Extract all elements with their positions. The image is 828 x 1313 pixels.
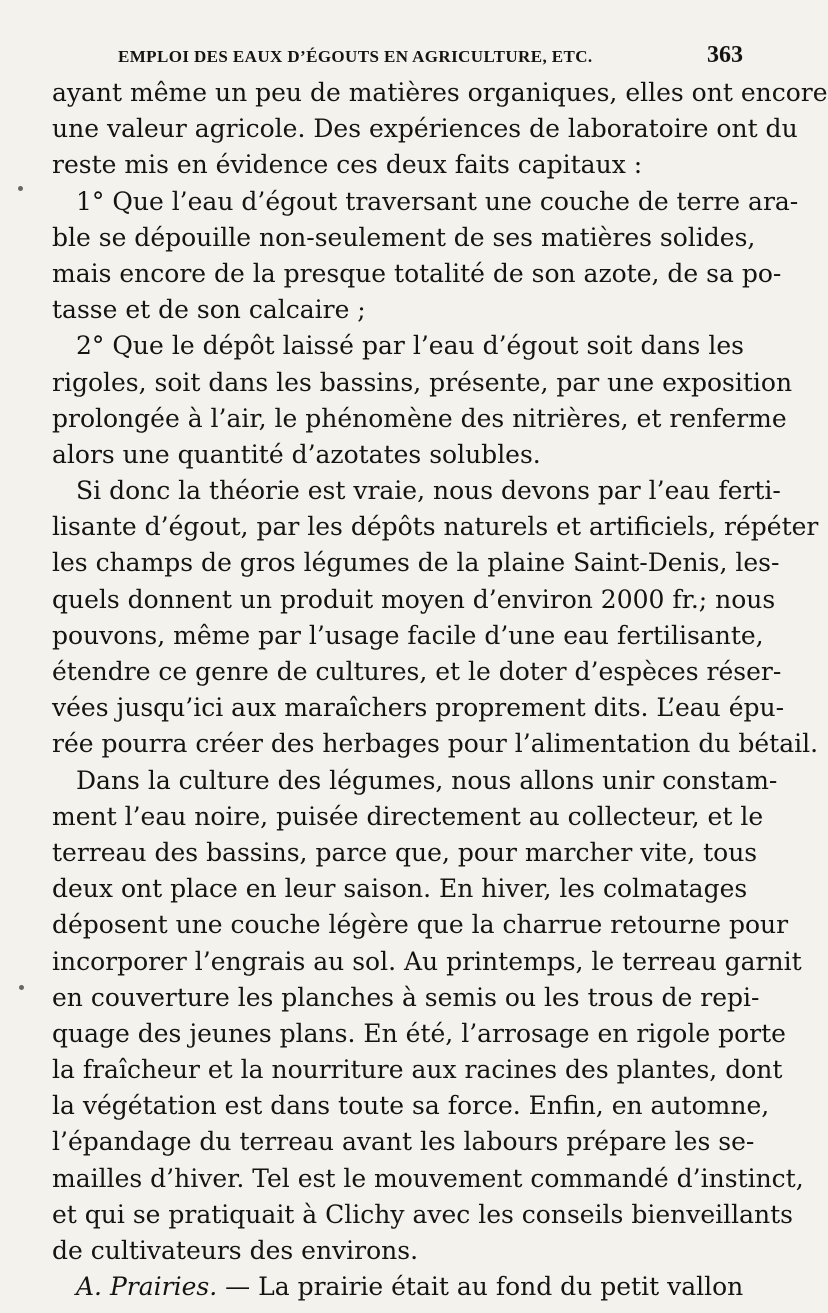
text-line: prolongée à l’air, le phénomène des nitrières, et renferme bbox=[52, 403, 787, 433]
text-line: la fraîcheur et la nourriture aux racines des plantes, dont bbox=[52, 1055, 783, 1085]
text-line: quage des jeunes plans. En été, l’arrosage en rigole porte bbox=[52, 1018, 786, 1048]
section-line bbox=[52, 1269, 744, 1305]
text-line: pouvons, même par l’usage facile d’une eau fertilisante, bbox=[52, 620, 764, 650]
text-line: la végétation est dans toute sa force. Enfin, en automne, bbox=[52, 1091, 770, 1121]
text-line: déposent une couche légère que la charrue retourne pour bbox=[52, 910, 789, 940]
body-text bbox=[52, 75, 828, 1305]
text-line: lisante d’égout, par les dépôts naturels et artificiels, répéter bbox=[52, 512, 819, 542]
text-line: mailles d’hiver. Tel est le mouvement commandé d’instinct, bbox=[52, 1163, 804, 1193]
text-line: ment l’eau noire, puisée directement au collecteur, et le bbox=[52, 801, 764, 831]
page-number: 363 bbox=[707, 42, 743, 68]
page-header bbox=[118, 42, 743, 70]
text-line: mais encore de la presque totalité de son azote, de sa po- bbox=[52, 258, 782, 288]
text-line: incorporer l’engrais au sol. Au printemps, le terreau garnit bbox=[52, 946, 802, 976]
text-line: tasse et de son calcaire ; bbox=[52, 295, 366, 325]
text-line: Si donc la théorie est vraie, nous devons par l’eau ferti- bbox=[76, 476, 781, 506]
text-line: rée pourra créer des herbages pour l’alimentation du bétail. bbox=[52, 729, 819, 759]
text-line: et qui se pratiquait à Clichy avec les conseils bienveillants bbox=[52, 1199, 794, 1229]
section-text: La prairie était au fond du petit vallon bbox=[258, 1272, 744, 1302]
text-line: en couverture les planches à semis ou les trous de repi- bbox=[52, 982, 760, 1012]
text-line: rigoles, soit dans les bassins, présente, par une exposition bbox=[52, 367, 793, 397]
text-line: ble se dépouille non-seulement de ses matières solides, bbox=[52, 222, 756, 252]
text-line: alors une quantité d’azotates solubles. bbox=[52, 439, 541, 469]
text-line: reste mis en évidence ces deux faits capitaux : bbox=[52, 150, 643, 180]
text-line: étendre ce genre de cultures, et le doter d’espèces réser- bbox=[52, 657, 782, 686]
text-line: ayant même un peu de matières organiques, elles ont encore bbox=[52, 78, 828, 107]
em-dash: — bbox=[225, 1272, 251, 1302]
text-line: les champs de gros légumes de la plaine Saint-Denis, les- bbox=[52, 548, 780, 578]
running-title: EMPLOI DES EAUX D’ÉGOUTS EN AGRICULTURE, ETC. bbox=[118, 47, 593, 66]
margin-dot bbox=[18, 186, 23, 191]
text-line: l’épandage du terreau avant les labours prépare les se- bbox=[52, 1127, 755, 1157]
text-line: quels donnent un produit moyen d’environ 2000 fr.; nous bbox=[52, 584, 776, 614]
text-line: 1° Que l’eau d’égout traversant une couche de terre ara- bbox=[76, 186, 799, 216]
text-line: terreau des bassins, parce que, pour marcher vite, tous bbox=[52, 837, 758, 867]
section-label: A. Prairies. bbox=[76, 1272, 218, 1302]
text-line: 2° Que le dépôt laissé par l’eau d’égout soit dans les bbox=[76, 331, 744, 361]
margin-dot bbox=[19, 985, 24, 990]
text-line: deux ont place en leur saison. En hiver, les colmatages bbox=[52, 874, 748, 904]
text-line: vées jusqu’ici aux maraîchers proprement dits. L’eau épu- bbox=[52, 693, 785, 723]
text-line: Dans la culture des légumes, nous allons unir constam- bbox=[76, 765, 778, 795]
text-line: de cultivateurs des environs. bbox=[52, 1236, 419, 1265]
text-line: une valeur agricole. Des expériences de laboratoire ont du bbox=[52, 114, 798, 144]
